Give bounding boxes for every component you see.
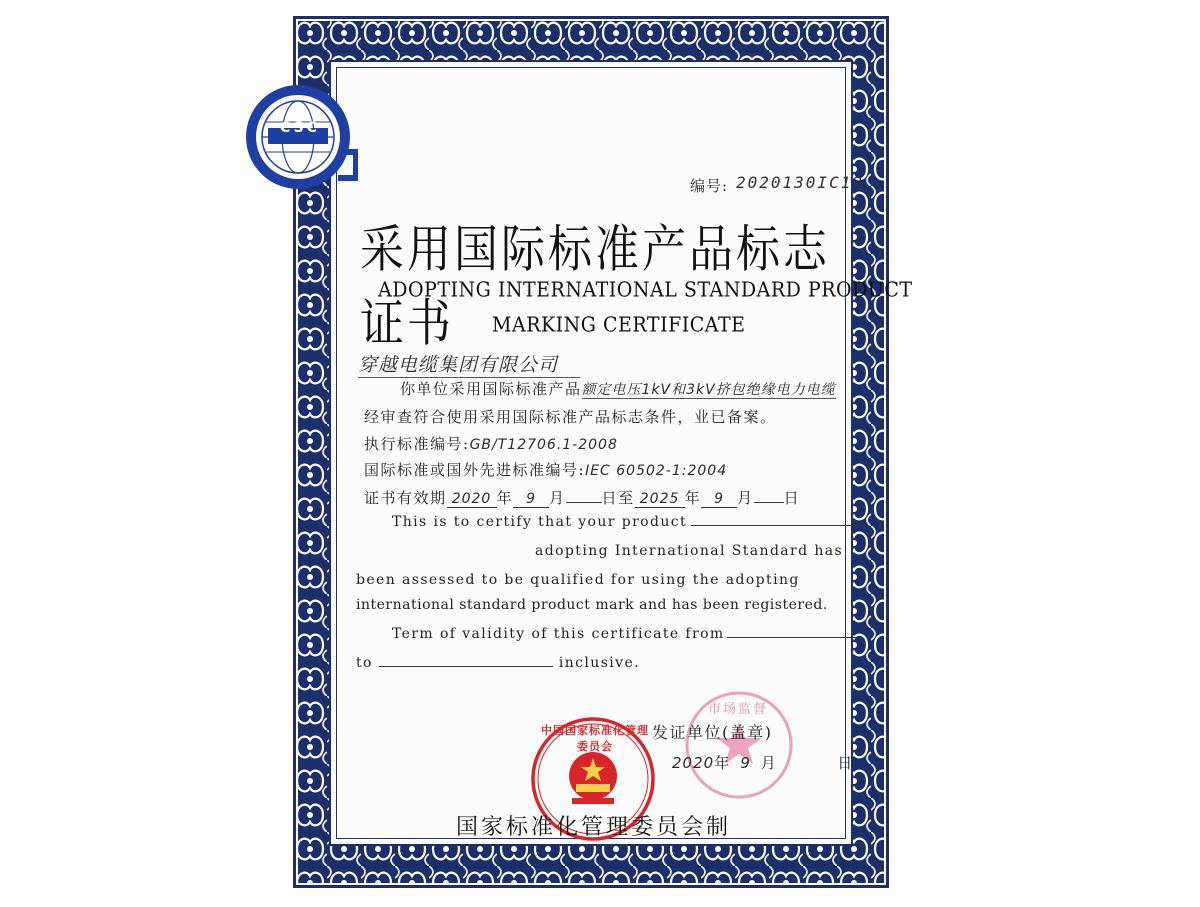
standard-number-row (364, 433, 618, 454)
issue-day-char: 日 (837, 754, 854, 772)
english-line1-text: This is to certify that your product (392, 514, 688, 530)
term-from-blank (727, 637, 859, 638)
issue-year-char: 年 (714, 754, 731, 772)
certificate-title-english-line1: ADOPTING INTERNATIONAL STANDARD PRODUCT (378, 278, 913, 303)
issue-month: 9 (740, 754, 751, 772)
english-inclusive: inclusive. (558, 655, 640, 671)
valid-to-year: 2025 (635, 491, 685, 508)
to-char: 至 (618, 489, 635, 507)
serial-number-value: 2020130IC12 (736, 173, 864, 192)
standard-number-label: 执行标准编号: (364, 435, 470, 453)
product-name: 额定电压1kV和3kV挤包绝缘电力电缆 (581, 382, 836, 398)
year-char-2: 年 (684, 489, 702, 507)
year-char: 年 (496, 489, 514, 507)
month-char-2: 月 (737, 489, 754, 507)
english-line3: been assessed to be qualified for using the adopting (356, 572, 800, 588)
english-line1 (392, 514, 867, 530)
english-line6 (356, 655, 640, 671)
term-to-blank (379, 666, 553, 667)
issue-date-row (672, 752, 854, 773)
issuer-label: 发证单位(盖章) (652, 723, 773, 742)
issuing-authority-footer: 国家标准化管理委员会制 (456, 815, 732, 840)
english-to: to (356, 655, 373, 671)
valid-to-day-blank (754, 502, 784, 503)
english-line4: international standard product mark and has been registered. (356, 597, 828, 613)
month-char: 月 (549, 489, 566, 507)
intl-standard-value: IEC 60502-1:2004 (585, 463, 728, 479)
validity-row (364, 487, 800, 508)
validity-label: 证书有效期 (364, 489, 447, 507)
certificate-title-chinese: 采用国际标准产品标志证书 (360, 220, 830, 353)
day-char-2: 日 (783, 489, 801, 507)
valid-from-month: 9 (513, 491, 549, 508)
red-seal-text: 中国国家标准化管理委员会 (541, 724, 649, 753)
intl-standard-row (364, 459, 727, 480)
valid-from-year: 2020 (447, 491, 497, 508)
csc-globe-logo-icon (238, 82, 358, 192)
product-line (400, 378, 836, 399)
certificate-title-english-line2: MARKING CERTIFICATE (492, 313, 746, 338)
valid-from-day-blank (566, 502, 602, 503)
valid-to-month: 9 (701, 491, 737, 508)
product-line-prefix: 你单位采用国际标准产品 (400, 380, 582, 398)
company-name: 穿越电缆集团有限公司 (358, 350, 580, 378)
issue-year: 2020 (672, 754, 715, 772)
logo-text: CSC (280, 120, 320, 136)
approval-statement: 经审查符合使用采用国际标准产品标志条件，业已备案。 (364, 408, 777, 426)
product-blank (691, 525, 867, 526)
pink-seal-text: 市场监督 (708, 702, 769, 717)
issue-month-char: 月 (760, 754, 778, 772)
day-char: 日 (601, 489, 619, 507)
english-line5 (392, 626, 859, 642)
english-line5-text: Term of validity of this certificate from (392, 626, 725, 642)
standard-number-value: GB/T12706.1-2008 (469, 437, 618, 453)
english-line2: adopting International Standard has (535, 543, 844, 559)
serial-number-label: 编号: (690, 177, 729, 195)
intl-standard-label: 国际标准或国外先进标准编号: (364, 461, 586, 479)
